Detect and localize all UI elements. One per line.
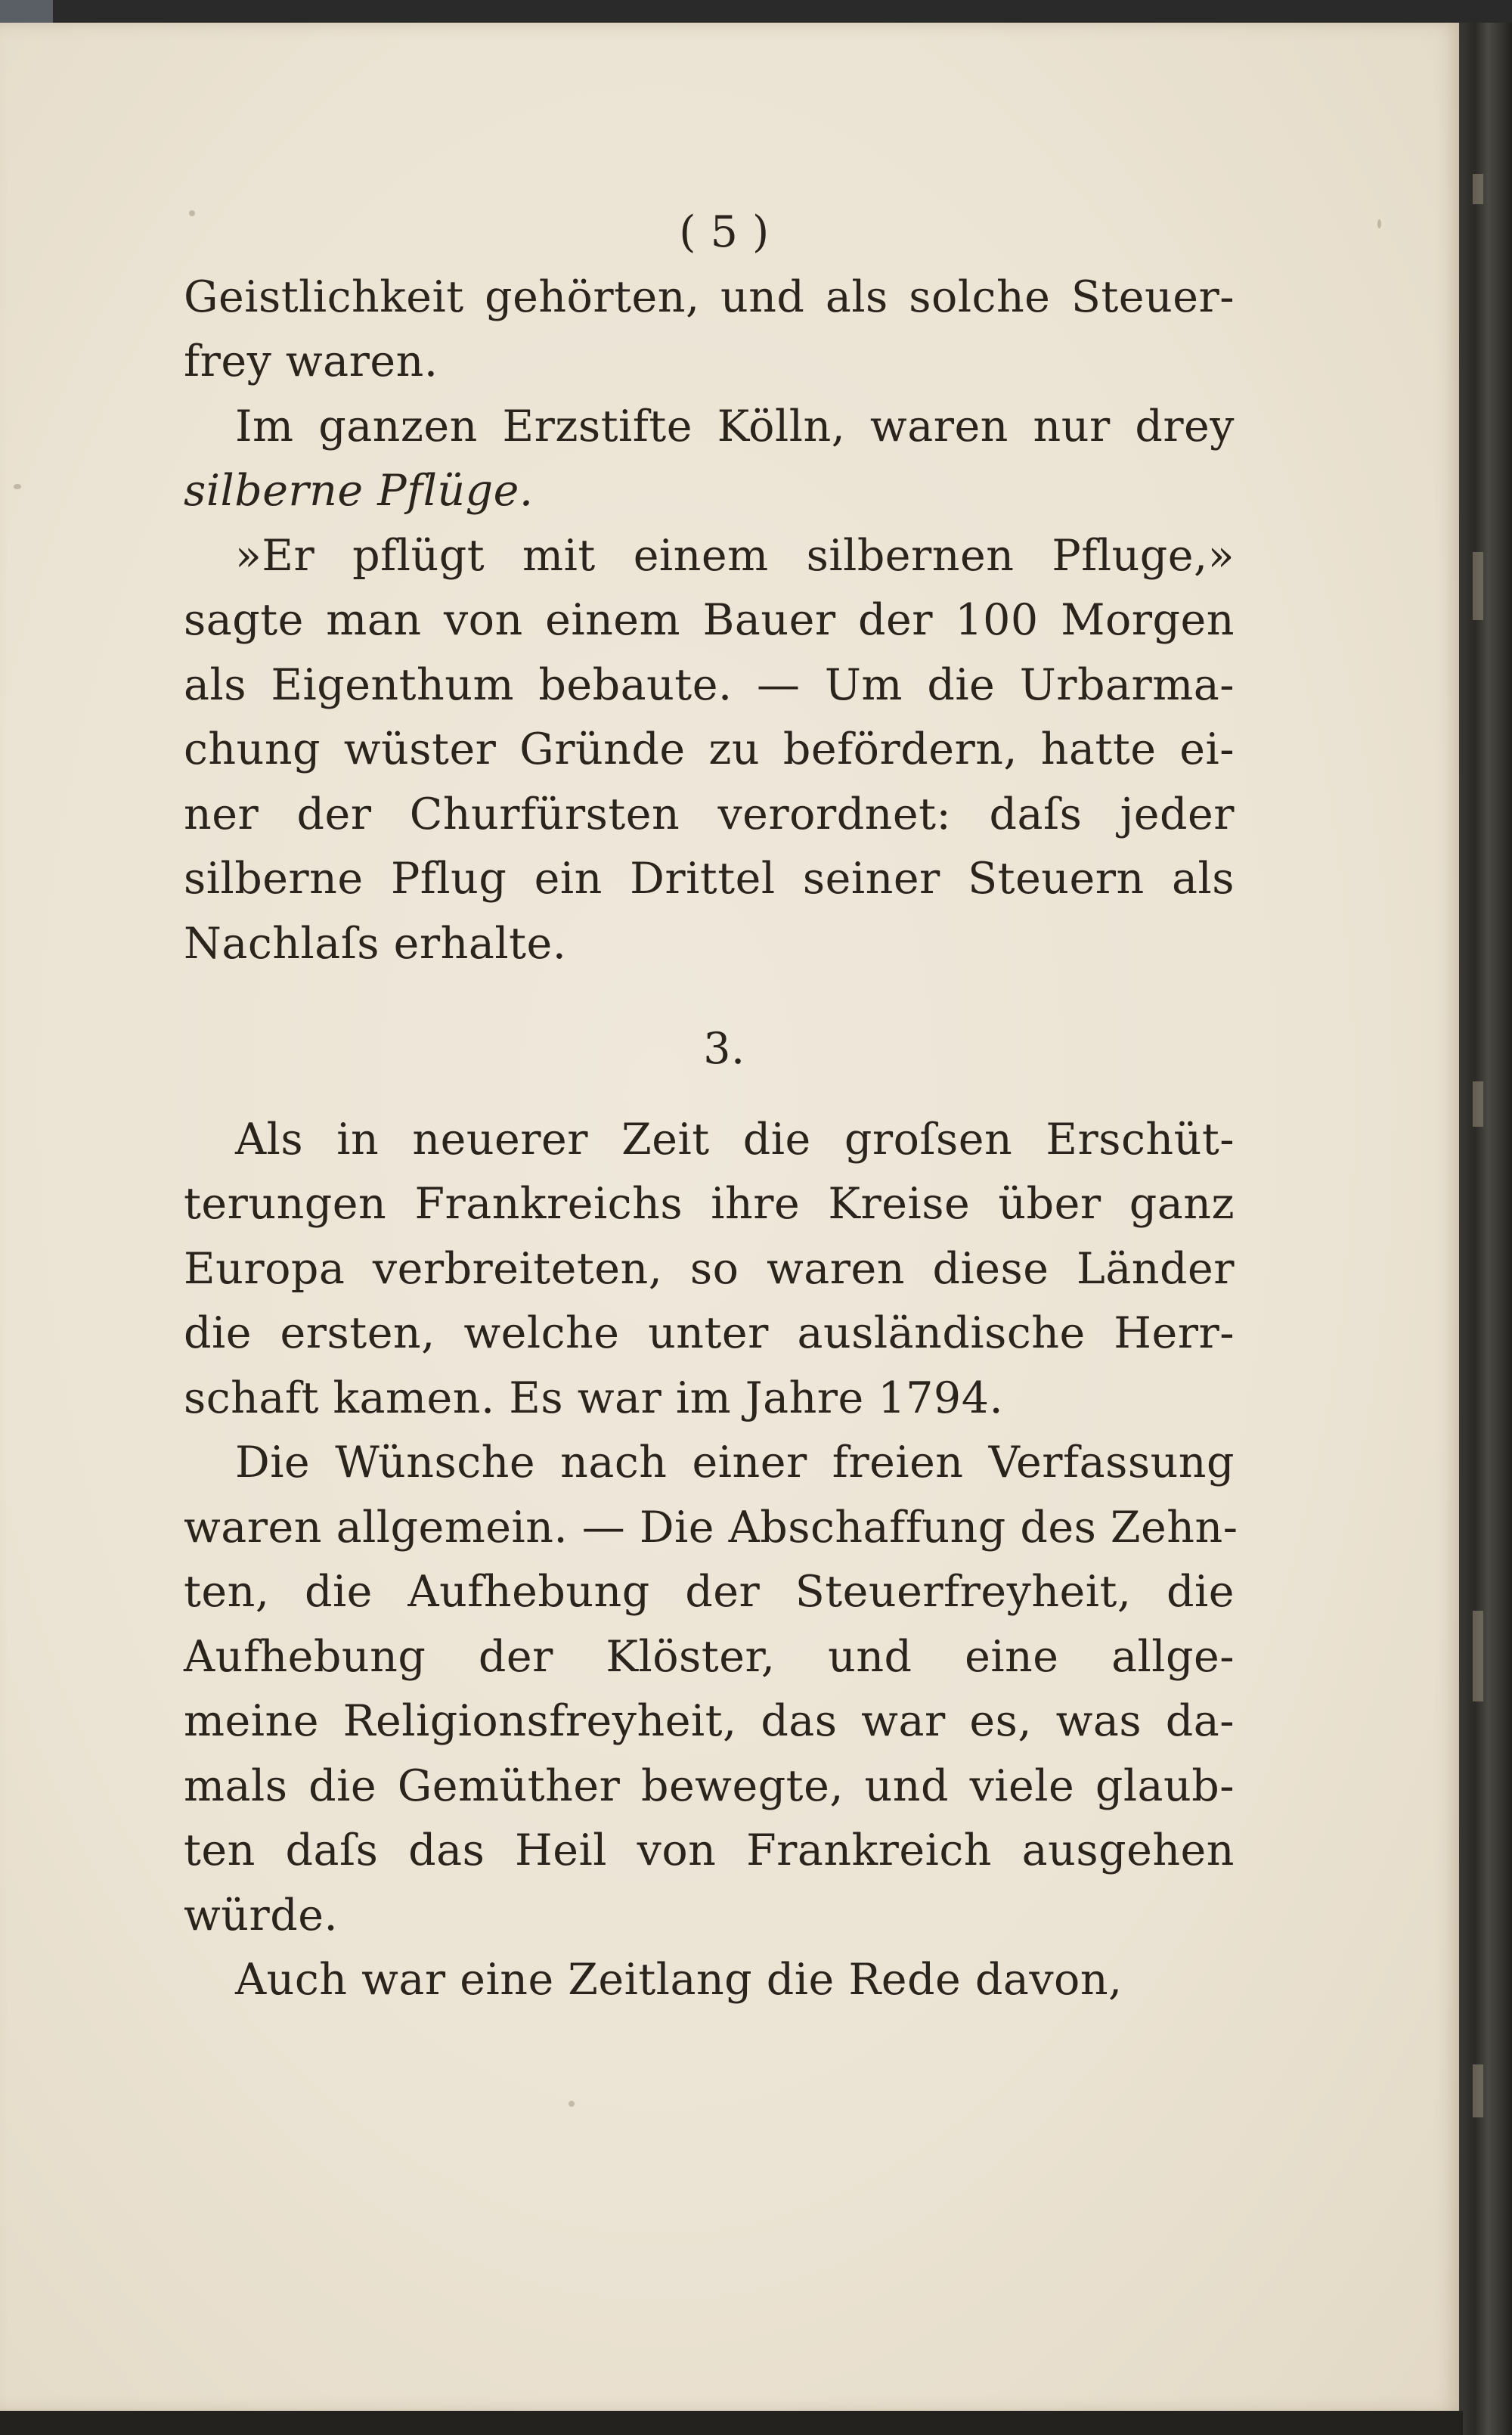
page-number: ( 5 ) [679, 207, 770, 257]
binding-speckle [1473, 1081, 1483, 1127]
ink-speck [14, 484, 21, 489]
text-line: Aufhebung der Klöster, und eine allge- [184, 1631, 1235, 1682]
binding-speckle [1473, 174, 1483, 204]
binding-speckle [1473, 552, 1483, 620]
paragraph [184, 1431, 1238, 1948]
text-line: ner der Churfürsten verordnet: daſs jeder [184, 789, 1235, 839]
text-line: chung wüster Gründe zu befördern, hatte ei- [184, 724, 1235, 774]
paragraph [184, 1948, 1235, 2013]
paragraph [184, 395, 1235, 524]
text-line: Nachlaſs erhalte. [184, 918, 567, 969]
text-line: waren allgemein. — Die Abschaffung des Zehn- [184, 1502, 1238, 1553]
paragraph [184, 1108, 1235, 1432]
text-line: Europa verbreiteten, so waren diese Länder [184, 1243, 1235, 1294]
text-line-italic [184, 459, 1235, 524]
text-line: als Eigenthum bebaute. — Um die Urbarma- [184, 659, 1235, 710]
paragraph [184, 524, 1235, 977]
text-line: schaft kamen. Es war im Jahre 1794. [184, 1373, 1004, 1423]
book-binding-edge [1459, 23, 1512, 2435]
text-line: »Er pflügt mit einem silbernen Pfluge,» [235, 530, 1235, 581]
text-line: Auch war eine Zeitlang die Rede davon, [235, 1955, 1123, 2005]
text-line: würde. [184, 1890, 339, 1940]
text-line: terungen Frankreichs ihre Kreise über ganz [184, 1179, 1235, 1229]
text-line: frey waren. [184, 337, 438, 386]
text-line: meine Religionsfreyheit, das war es, was da- [184, 1696, 1235, 1746]
text-line: mals die Gemüther bewegte, und viele glaub- [184, 1760, 1235, 1811]
text-line: Die Wünsche nach einer freien Verfassung [235, 1438, 1235, 1487]
page-text [184, 200, 1238, 2013]
text-line: die ersten, welche unter ausländische Herr- [184, 1308, 1235, 1358]
binding-speckle [1473, 2064, 1483, 2117]
text-line: Im ganzen Erzstifte Kölln, waren nur drey [235, 401, 1235, 451]
text-line: Als in neuerer Zeit die groſsen Erschüt- [235, 1114, 1235, 1165]
paragraph [184, 265, 1235, 395]
scan-bottom-edge [0, 2411, 1463, 2435]
italic-phrase: silberne Pflüge. [184, 466, 534, 516]
text-line: ten, die Aufhebung der Steuerfreyheit, die [184, 1567, 1235, 1617]
ink-speck [1377, 219, 1381, 228]
ink-speck [569, 2101, 575, 2107]
text-line: silberne Pflug ein Drittel seiner Steuern als [184, 854, 1235, 904]
text-line: Geistlichkeit gehörten, und als solche Steuer- [184, 271, 1235, 322]
text-line: sagte man von einem Bauer der 100 Morgen [184, 595, 1235, 645]
section-number: 3. [703, 1024, 745, 1074]
text-line: ten daſs das Heil von Frankreich ausgehen [184, 1825, 1235, 1875]
binding-speckle [1473, 1611, 1483, 1701]
